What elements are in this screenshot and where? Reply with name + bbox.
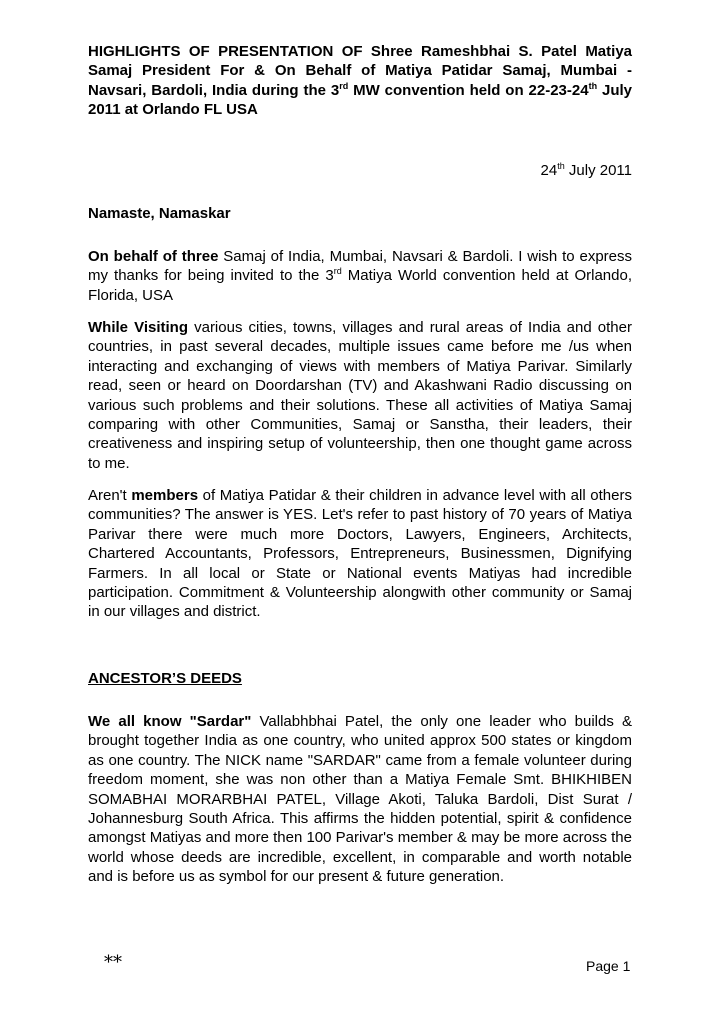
- paragraph-visiting: [88, 318, 632, 473]
- footer-marker: **: [104, 952, 122, 973]
- greeting: Namaste, Namaskar: [88, 205, 231, 222]
- paragraph-members-pre: Aren't: [88, 487, 132, 504]
- date-sup: th: [557, 161, 565, 171]
- paragraph-visiting-lead: While Visiting: [88, 319, 188, 336]
- paragraph-thanks: [88, 247, 632, 305]
- paragraph-members-bold: members: [131, 487, 199, 504]
- paragraph-thanks-sup: rd: [333, 266, 342, 277]
- date-day: 24: [540, 162, 558, 179]
- title-text-1: HIGHLIGHTS OF PRESENTATION OF Shree Rameshbhai S. Patel Matiya Samaj President For & On Behalf of Matiya Patidar Samaj, Mumbai - Navsari, Bardoli, India during the 3: [88, 43, 632, 99]
- title-text-2: MW convention held on 22-23-24: [348, 81, 589, 99]
- paragraph-sardar-text: Vallabhbhai Patel, the only one leader who builds & brought together India as one country, who united approx 500 states or kingdom as one country. The NICK name "SARDAR" came from a female volunteer during freedom moment, she was non other than a Matiya Female Smt. BHIKHIBEN SOMABHAI MORARBHAI PATEL, Village Akoti, Taluka Bardoli, Dist Surat / Johannesburg South Africa. This affirms the hidden potential, spirit & confidence amongst Matiyas and more then 100 Parivar's member & may be more across the world whose deeds are incredible, excellent, in comparable and worth notable and is before us as symbol for our present & future generation.: [88, 713, 632, 886]
- paragraph-members-text: of Matiya Patidar & their children in advance level with all others communities? The answer is YES. Let's refer to past history of 70 years of Matiya Parivar there were much more Doctors, Lawyers, Engineers, Architects, Chartered Accountants, Professors, Entrepreneurs, Businessmen, Dignifying Farmers. In all local or State or National events Matiyas had incredible participation. Commitment & Volunteership alongwith other community or Samaj in our villages and district.: [88, 487, 632, 621]
- title-sup-2: th: [588, 80, 598, 91]
- paragraph-thanks-lead: On behalf of three: [88, 248, 219, 265]
- document-body: [88, 42, 633, 886]
- document-title: [88, 42, 632, 120]
- paragraph-sardar-lead: We all know "Sardar": [88, 713, 252, 730]
- title-sup-1: rd: [339, 80, 349, 91]
- title-text-3: July 2011 at Orlando FL USA: [88, 81, 632, 119]
- paragraph-visiting-text: various cities, towns, villages and rural areas of India and other countries, in past several decades, multiple issues came before me /us when interacting and exchanging of views with members of Matiya Parivar. Similarly read, seen or heard on Doordarshan (TV) and Akashwani Radio discussing on various such problems and their solutions. These all activities of Matiya Samaj comparing with other Communities, Samaj or Sanstha, their leaders, their creativeness and inspiring setup of volunteership, then one thought game across to me.: [88, 319, 632, 472]
- document-date: [332, 161, 632, 180]
- section-heading: ANCESTOR’S DEEDS: [88, 670, 242, 687]
- paragraph-thanks-text-1: Samaj of India, Mumbai, Navsari & Bardoli. I wish to express my thanks for being invited to the 3: [88, 248, 633, 285]
- paragraph-thanks-text-2: Matiya World convention held at Orlando, Florida, USA: [88, 267, 632, 304]
- page-number: Page 1: [586, 958, 631, 974]
- paragraph-sardar: [88, 712, 632, 887]
- date-rest: July 2011: [564, 162, 632, 179]
- paragraph-members: [88, 486, 632, 622]
